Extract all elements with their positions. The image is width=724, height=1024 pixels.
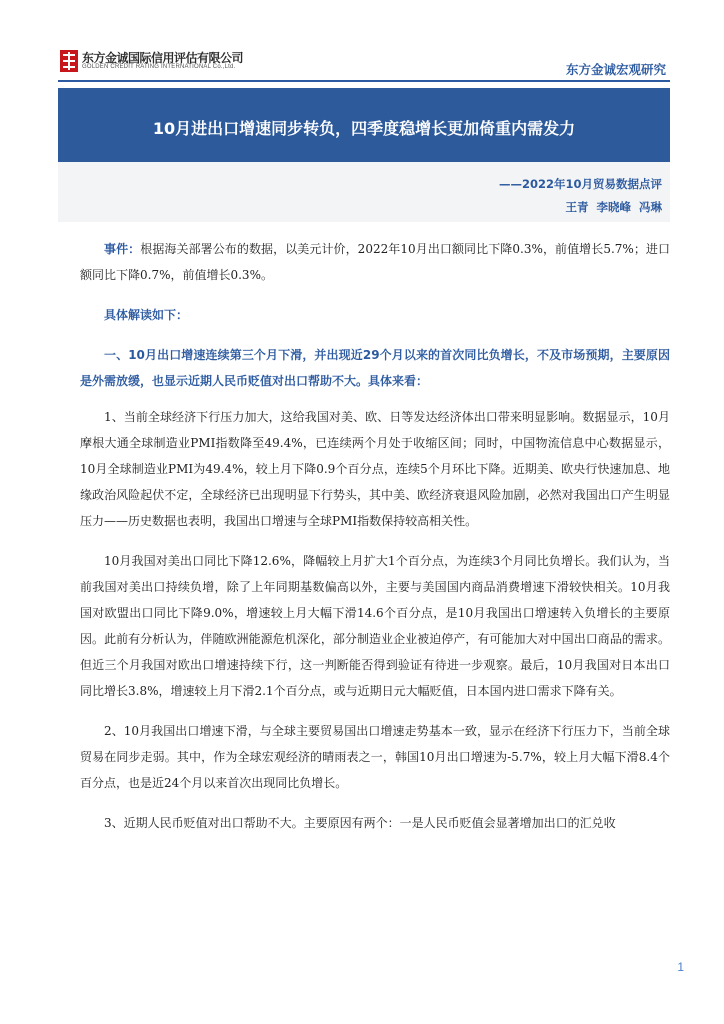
company-logo-icon xyxy=(60,50,78,72)
company-name-en: GOLDEN CREDIT RATING INTERNATIONAL Co.,Ltd. xyxy=(82,64,236,70)
section1-heading xyxy=(80,342,670,394)
authors: 王青 李晓峰 冯琳 xyxy=(565,200,662,214)
section1-heading-text: 一、10月出口增速连续第三个月下滑，并出现近29个月以来的首次同比负增长，不及市场预期，主要原因是外需放缓，也显示近期人民币贬值对出口帮助不大。具体来看： xyxy=(80,348,670,388)
report-body xyxy=(80,236,670,836)
event-text: 根据海关部署公布的数据，以美元计价，2022年10月出口额同比下降0.3%，前值增长5.7%；进口额同比下降0.7%，前值增长0.3%。 xyxy=(80,242,670,282)
analysis-heading-text: 具体解读如下： xyxy=(104,308,189,322)
header-divider xyxy=(58,80,670,82)
header-brand: 东方金诚宏观研究 xyxy=(565,62,666,77)
paragraph-1: 1、当前全球经济下行压力加大，这给我国对美、欧、日等发达经济体出口带来明显影响。数据显示，10月摩根大通全球制造业PMI指数降至49.4%，已连续两个月处于收缩区间；同时，中国物流信息中心数据显示，10月全球制造业PMI为49.4%，较上月下降0.9个百分点，连续5个月环比下降。近期美、欧央行快速加息、地缘政治风险起伏不定，全球经济已出现明显下行势头，其中美、欧经济衰退风险加剧，必然对我国出口产生明显压力——历史数据也表明，我国出口增速与全球PMI指数保持较高相关性。 xyxy=(80,410,670,528)
analysis-heading xyxy=(80,302,670,328)
paragraph-3: 2、10月我国出口增速下滑，与全球主要贸易国出口增速走势基本一致，显示在经济下行压力下，当前全球贸易在同步走弱。其中，作为全球宏观经济的晴雨表之一，韩国10月出口增速为-5.7%，较上月大幅下滑8.4个百分点，也是近24个月以来首次出现同比负增长。 xyxy=(80,724,670,790)
document-title: 10月进出口增速同步转负，四季度稳增长更加倚重内需发力 xyxy=(152,119,576,138)
subtitle-panel xyxy=(58,162,670,222)
title-banner xyxy=(58,88,670,162)
event-label: 事件： xyxy=(104,242,141,256)
event-paragraph xyxy=(80,236,670,288)
paragraph-2: 10月我国对美出口同比下降12.6%，降幅较上月扩大1个百分点，为连续3个月同比负增长。我们认为，当前我国对美出口持续负增，除了上年同期基数偏高以外，主要与美国国内商品消费增速下滑较快相关。10月我国对欧盟出口同比下降9.0%，增速较上月大幅下滑14.6个百分点，是10月我国出口增速转入负增长的主要原因。此前有分析认为，伴随欧洲能源危机深化，部分制造业企业被迫停产，有可能加大对中国出口商品的需求。但近三个月我国对欧出口增速持续下行，这一判断能否得到验证有待进一步观察。最后，10月我国对日本出口同比增长3.8%，增速较上月下滑2.1个百分点，或与近期日元大幅贬值，日本国内进口需求下降有关。 xyxy=(80,554,670,698)
document-subtitle: ——2022年10月贸易数据点评 xyxy=(498,177,662,191)
page-number: 1 xyxy=(677,960,684,974)
company-name-cn: 东方金诚国际信用评估有限公司 xyxy=(82,51,244,65)
paragraph-4: 3、近期人民币贬值对出口帮助不大。主要原因有两个：一是人民币贬值会显著增加出口的汇兑收 xyxy=(104,816,616,830)
page-header xyxy=(0,0,724,84)
